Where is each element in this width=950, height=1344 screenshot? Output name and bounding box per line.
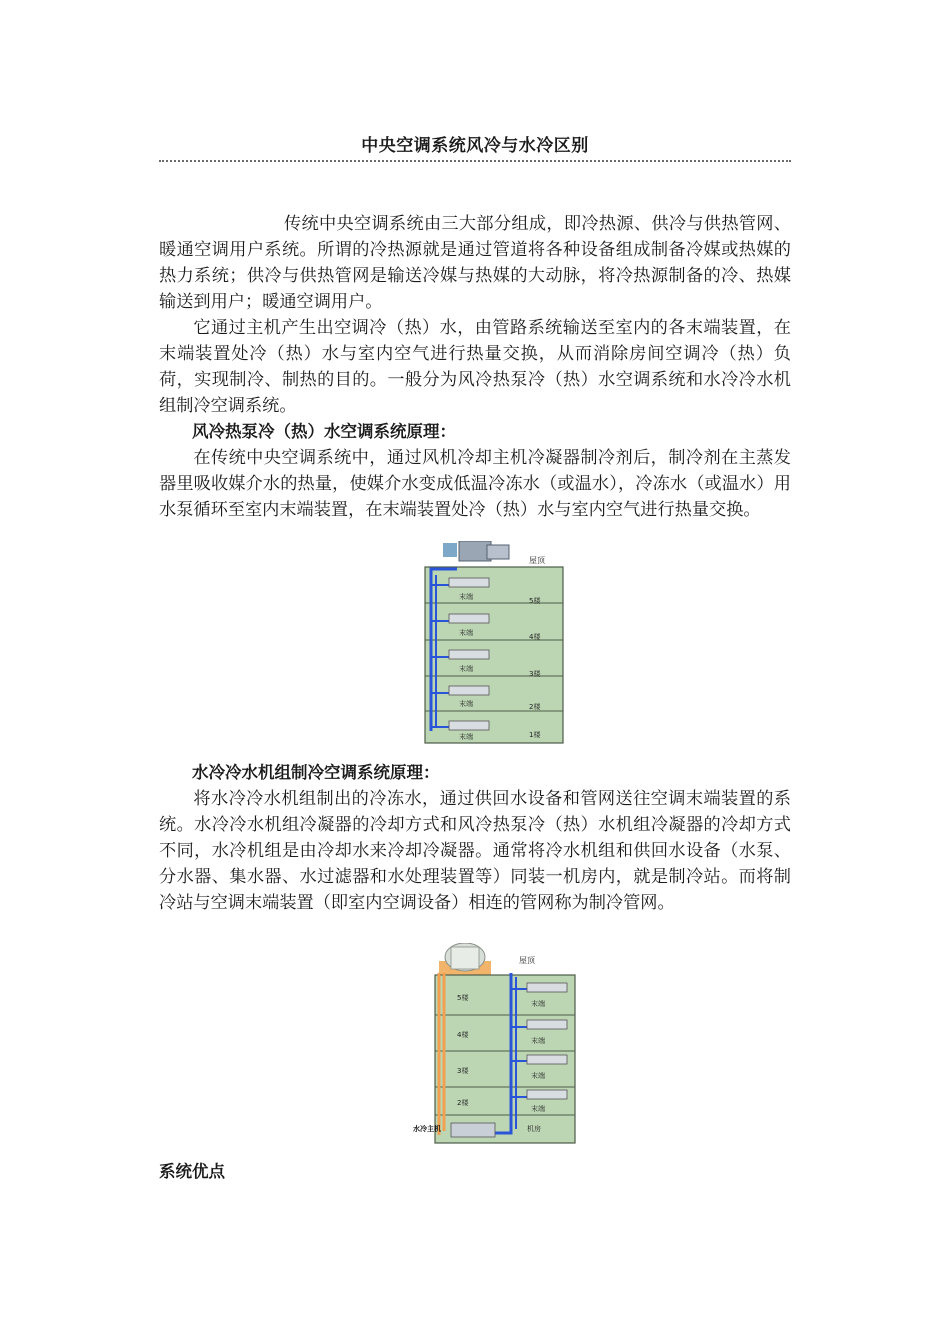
terminal-label: 末端	[531, 1037, 545, 1045]
heading-air-cooled: 风冷热泵冷（热）水空调系统原理：	[192, 422, 456, 441]
terminal-unit-3	[527, 1055, 567, 1064]
building	[425, 567, 563, 743]
section-heading-advantages: 系统优点	[159, 1162, 225, 1181]
chiller-icon	[451, 1123, 495, 1137]
terminal-label: 末端	[459, 700, 473, 708]
terminal-unit-5	[449, 578, 489, 587]
terminal-unit-4	[449, 614, 489, 623]
chiller-label: 水冷主机	[413, 1125, 441, 1133]
floor-label: 2楼	[529, 703, 541, 711]
paragraph-intro: 传统中央空调系统由三大部分组成，即冷热源、供冷与供热管网、暖通空调用户系统。所谓的冷热源就是通过管道将各种设备组成制备冷媒或热媒的热力系统；供冷与供热管网是输送冷媒与热媒的大动脉，将冷热源制备的冷、热媒输送到用户；暖通空调用户。	[159, 214, 791, 312]
terminal-unit-2	[527, 1090, 567, 1099]
floor-label: 2楼	[457, 1099, 469, 1107]
document-title: 中央空调系统风冷与水冷区别	[361, 136, 589, 156]
floor-label: 1楼	[529, 731, 541, 739]
machine-room-label: 机房	[527, 1125, 541, 1133]
roof-label: 屋顶	[519, 956, 535, 965]
terminal-unit-4	[527, 1020, 567, 1029]
paragraph-air-cooled: 在传统中央空调系统中，通过风机冷却主机冷凝器制冷剂后，制冷剂在主蒸发器里吸收媒介水的热量，使媒介水变成低温冷冻水（或温水），冷冻水（或温水）用水泵循环至室内末端装置，在末端装置处冷（热）水与室内空气进行热量交换。	[159, 448, 791, 520]
terminal-unit-1	[449, 721, 489, 730]
title-divider	[159, 160, 791, 162]
terminal-label: 末端	[531, 1000, 545, 1008]
terminal-label: 末端	[459, 593, 473, 601]
floor-label: 5楼	[529, 597, 541, 605]
terminal-label: 末端	[531, 1072, 545, 1080]
floor-label: 3楼	[529, 670, 541, 678]
air-cooled-system-diagram	[421, 541, 571, 744]
terminal-unit-5	[527, 983, 567, 992]
terminal-label: 末端	[459, 629, 473, 637]
floor-label: 4楼	[529, 633, 541, 641]
terminal-label: 末端	[459, 733, 473, 741]
terminal-label: 末端	[531, 1105, 545, 1113]
roof-label: 屋顶	[529, 556, 545, 565]
text-block-intro	[159, 211, 791, 523]
heading-water-cooled: 水冷冷水机组制冷空调系统原理：	[192, 763, 440, 782]
heat-pump-unit-icon	[459, 541, 491, 561]
terminal-unit-2	[449, 686, 489, 695]
text-block-water-cooled	[159, 760, 791, 916]
floor-label: 5楼	[457, 994, 469, 1002]
floor-label: 4楼	[457, 1031, 469, 1039]
paragraph-water-cooled: 将水冷冷水机组制出的冷冻水，通过供回水设备和管网送往空调末端装置的系统。水冷冷水机组冷凝器的冷却方式和风冷热泵冷（热）水机组冷凝器的冷却方式不同，水冷机组是由冷却水来冷却冷凝器。通常将冷水机组和供回水设备（水泵、分水器、集水器、水过滤器和水处理装置等）同装一机房内，就是制冷站。而将制冷站与空调末端装置（即室内空调设备）相连的管网称为制冷管网。	[159, 789, 791, 913]
paragraph-principle: 它通过主机产生出空调冷（热）水，由管路系统输送至室内的各末端装置，在末端装置处冷（热）水与室内空气进行热量交换，从而消除房间空调冷（热）负荷，实现制冷、制热的目的。一般分为风冷热泵冷（热）水空调系统和水冷冷水机组制冷空调系统。	[159, 318, 791, 416]
pump-icon	[443, 543, 457, 557]
water-cooled-system-diagram	[411, 943, 581, 1146]
floor-label: 3楼	[457, 1067, 469, 1075]
terminal-unit-3	[449, 650, 489, 659]
terminal-label: 末端	[459, 665, 473, 673]
